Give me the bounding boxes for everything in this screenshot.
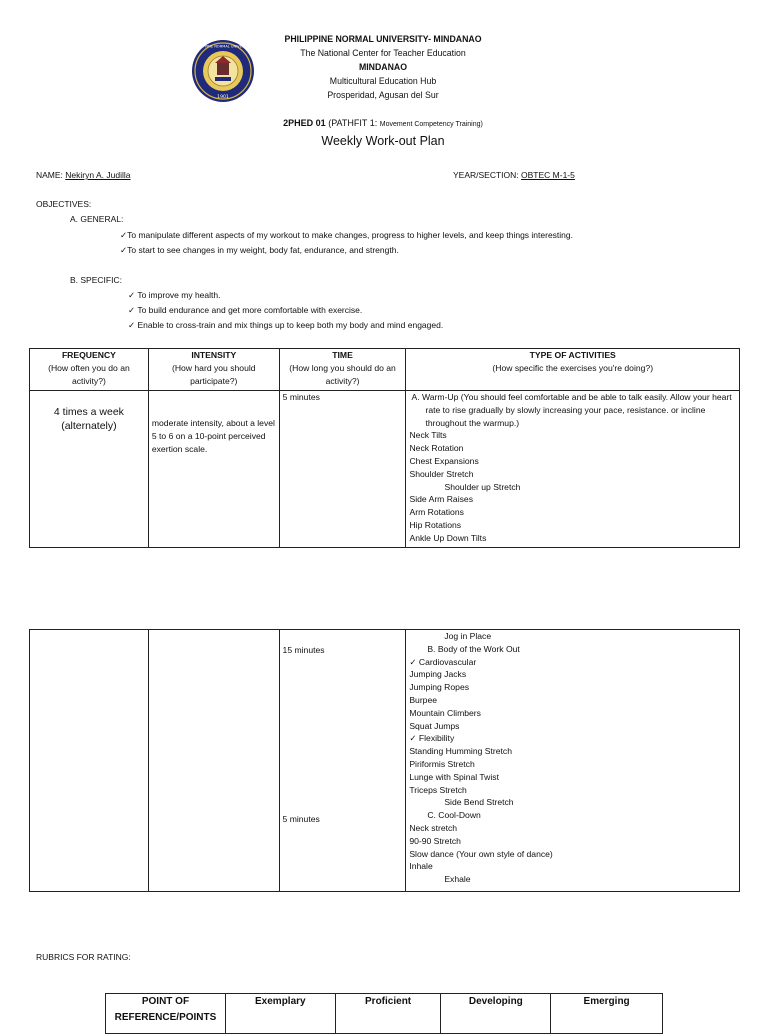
- activity-item: Arm Rotations: [409, 507, 464, 518]
- course-name: (PATHFIT 1:: [328, 118, 378, 128]
- activity-item: Neck stretch: [409, 822, 458, 833]
- university-tagline: The National Center for Teacher Education: [300, 48, 466, 59]
- header-title: TYPE OF ACTIVITIES: [529, 350, 616, 360]
- course-line: [230, 118, 536, 128]
- course-code: 2PHED 01: [283, 118, 326, 128]
- rubric-header: Proficient: [335, 994, 441, 1034]
- section-heading: C. Cool-Down: [427, 810, 481, 821]
- specific-label: B. SPECIFIC:: [70, 275, 122, 285]
- name-row: [36, 170, 131, 180]
- activity-item: 90-90 Stretch: [409, 835, 461, 846]
- activity-item: Standing Humming Stretch: [409, 746, 513, 757]
- activity-item: Triceps Stretch: [409, 784, 467, 795]
- activity-item: ✓ Cardiovascular: [409, 656, 477, 667]
- time-body: 15 minutes: [282, 645, 325, 655]
- seal-text: PHILIPPINE NORMAL UNIVERSITY: [193, 44, 253, 49]
- header-activities: [406, 349, 740, 391]
- course-subtitle: Movement Competency Training): [379, 121, 483, 128]
- activity-item: Neck Rotation: [409, 443, 464, 454]
- section-heading: B. Body of the Work Out: [427, 643, 520, 654]
- header-sub: (How long you should do an activity?): [289, 362, 396, 386]
- activity-item: Shoulder Stretch: [409, 468, 474, 479]
- specific-objective: ✓ To build endurance and get more comfortable with exercise.: [128, 305, 363, 315]
- activity-item: Side Arm Raises: [409, 494, 473, 505]
- frequency-cell: [30, 630, 149, 892]
- header-intensity: [148, 349, 279, 391]
- time-cell: [279, 630, 406, 892]
- intensity-cell: [148, 630, 279, 892]
- hub-name: Multicultural Education Hub: [329, 76, 437, 87]
- university-name: PHILIPPINE NORMAL UNIVERSITY- MINDANAO: [284, 34, 482, 45]
- campus-name: MINDANAO: [358, 62, 408, 73]
- activities-cell: [406, 630, 740, 892]
- document-title: Weekly Work-out Plan: [321, 134, 445, 148]
- activity-item: Jumping Jacks: [409, 669, 467, 680]
- header-frequency: [30, 349, 149, 391]
- objectives-heading: OBJECTIVES:: [36, 199, 92, 209]
- activity-item: Ankle Up Down Tilts: [409, 532, 487, 543]
- rubric-header: Emerging: [551, 994, 663, 1034]
- activity-item: Side Bend Stretch: [444, 797, 514, 808]
- activity-item: Lunge with Spinal Twist: [409, 771, 499, 782]
- general-objective: ✓To start to see changes in my weight, body fat, endurance, and strength.: [120, 245, 399, 255]
- section-value: OBTEC M-1-5: [521, 170, 575, 180]
- header-sub: (How hard you should participate?): [171, 362, 256, 386]
- activity-item: Exhale: [444, 874, 471, 885]
- rubric-header: POINT OF REFERENCE/POINTS: [106, 994, 226, 1034]
- activity-item: Burpee: [409, 694, 438, 705]
- activities-cell: [406, 391, 740, 548]
- header-title: INTENSITY: [191, 350, 237, 360]
- frequency-cell: 4 times a week (alternately): [30, 391, 149, 548]
- seal-year: 1901: [217, 95, 229, 100]
- rubrics-table: [105, 993, 663, 1034]
- intensity-cell: moderate intensity, about a level 5 to 6 on a 10-point perceived exertion scale.: [148, 391, 279, 548]
- table-header-row: [30, 349, 740, 391]
- table-row: [30, 630, 740, 892]
- campus-address: Prosperidad, Agusan del Sur: [327, 90, 439, 101]
- activity-item: Mountain Climbers: [409, 707, 481, 718]
- header-title: TIME: [332, 350, 353, 360]
- specific-objective: ✓ Enable to cross-train and mix things up to keep both my body and mind engaged.: [128, 320, 444, 330]
- table-row: [30, 391, 740, 548]
- rubrics-header-row: [106, 994, 663, 1034]
- rubric-header: Exemplary: [225, 994, 335, 1034]
- section-label: YEAR/SECTION:: [453, 170, 519, 180]
- activity-item: Chest Expansions: [409, 455, 479, 466]
- name-value: Nekiryn A. Judilla: [65, 170, 131, 180]
- activity-item: Squat Jumps: [409, 720, 460, 731]
- workout-table-continued: [29, 629, 740, 892]
- header-title: FREQUENCY: [61, 350, 116, 360]
- activity-item: Hip Rotations: [409, 519, 462, 530]
- specific-objective: ✓ To improve my health.: [128, 290, 221, 300]
- time-cooldown: 5 minutes: [282, 814, 320, 824]
- header-sub: (How specific the exercises you're doing?): [492, 362, 654, 373]
- activity-item: ✓ Flexibility: [409, 733, 455, 744]
- activity-item: Inhale: [409, 861, 433, 872]
- activity-item: Piriformis Stretch: [409, 758, 475, 769]
- header-sub: (How often you do an activity?): [48, 362, 130, 386]
- rubric-header: Developing: [441, 994, 551, 1034]
- header-time: [279, 349, 406, 391]
- activity-item: Slow dance (Your own style of dance): [409, 848, 553, 859]
- time-cell: 5 minutes: [279, 391, 406, 548]
- general-objective: ✓To manipulate different aspects of my workout to make changes, progress to higher levels, and keep things interesting.: [120, 230, 573, 240]
- activity-item: Jumping Ropes: [409, 682, 470, 693]
- rubrics-label: RUBRICS FOR RATING:: [36, 952, 131, 962]
- section-row: [453, 170, 575, 180]
- workout-table: [29, 348, 740, 548]
- activity-item: Shoulder up Stretch: [444, 481, 521, 492]
- name-label: NAME:: [36, 170, 63, 180]
- activity-item: Jog in Place: [444, 631, 492, 641]
- general-label: A. GENERAL:: [70, 214, 124, 224]
- warmup-heading: A. Warm-Up (You should feel comfortable and be able to talk easily. Allow your heart rate to rise gradually by slowly increasing your pace, resistance. or incline throughout the warmup.): [411, 392, 732, 428]
- activity-item: Neck Tilts: [409, 430, 447, 441]
